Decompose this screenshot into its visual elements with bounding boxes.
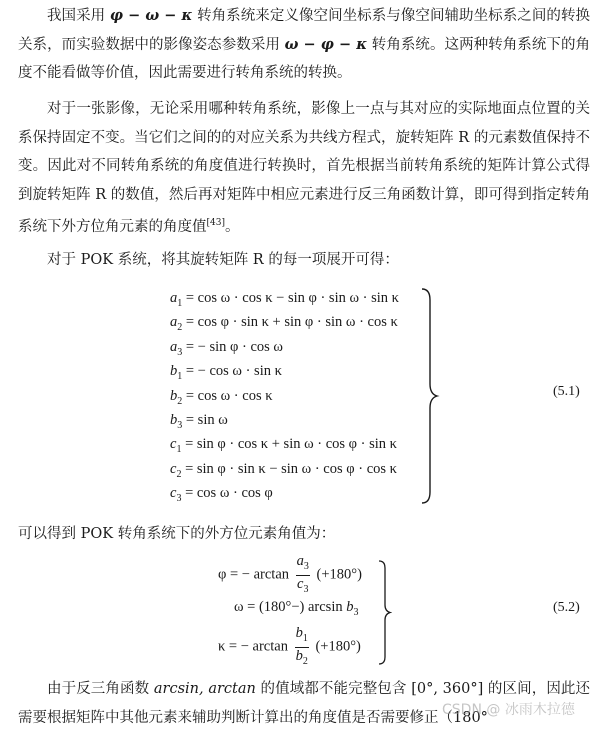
paragraph-1 [18, 2, 590, 88]
paragraph-2 [18, 95, 590, 242]
p4-text: 可以得到 POK 转角系统下的外方位元素角值为： [18, 526, 336, 542]
eq1-row: $c_1 = \sin \varphi \cdot \cos \kappa + \sin \omega \cdot \cos \varphi \cdot \sin \kappa$ [170, 436, 397, 456]
eq2-line-1: φ = − arctan $\frac{a_3}{c_3}$ (+180°) [218, 553, 362, 598]
eq1-row: $a_2 = \cos \varphi \cdot \sin \kappa + \sin \varphi \cdot \sin \omega \cdot \cos \kappa$ [170, 314, 398, 334]
eq1-row: $b_1$ = − cos ω · sin κ [170, 363, 282, 383]
eq1-row: $c_3 = \cos \omega \cdot \cos \varphi$ [170, 485, 273, 505]
fraction: $\frac{a_3}{c_3}$ [296, 553, 309, 595]
p2-text: 对于一张影像，无论采用哪种转角系统，影像上一点与其对应的实际地面点位置的关系保持固定不变。当它们之间的的对应关系为共线方程式，旋转矩阵 R 的元素数值保持不变。因此对不同转角系统的角度值进行转换时，首先根据当前转角系统的矩阵计算公式得到旋转矩阵 R 的数值，然后再对矩阵中相应元素进行反三角函数计算，即可得到指定转角系统下外方位角元素的角度值 [18, 101, 590, 235]
eq2-line-2: ω = (180°−) $\arcsin b_3$ [234, 599, 359, 618]
paragraph-4 [18, 520, 590, 549]
watermark: CSDN @ 冰雨木拉德 [442, 702, 575, 718]
p3-text: 对于 POK 系统，将其旋转矩阵 R 的每一项展开可得： [47, 252, 399, 268]
p1-system-2: ω − φ − κ [284, 35, 368, 53]
citation[interactable]: [43] [206, 218, 225, 228]
eq1-row: $c_2 = \sin \varphi \cdot \sin \kappa - \sin \omega \cdot \cos \varphi \cdot \cos \kappa$ [170, 460, 397, 480]
p1-text-c: 转角系统。这两种转角系统下的角度不能看做等价值，因此需要进行转角系统的转换。 [18, 36, 591, 81]
p1-system-1: φ − ω − κ [109, 7, 193, 24]
eq1-row: $a_1 = \cos \omega \cdot \cos \kappa - \sin \varphi \cdot \sin \omega \cdot \sin \kappa$ [170, 290, 399, 309]
p5-text-a: 由于反三角函数 [47, 681, 154, 697]
paragraph-3 [18, 246, 590, 275]
right-brace-icon [420, 288, 440, 504]
eq2-line-3: κ = − arctan $\frac{b_1}{b_2}$ (+180°) [218, 625, 361, 670]
p2-end: 。 [224, 219, 240, 235]
right-brace-icon [378, 560, 392, 665]
p5-text-b: 的值域都不能完整包含 [0°, 360°] 的区间，因此还需要根据矩阵中其他元素来辅助判断计算出的角度值是否需要修正（180° [18, 681, 591, 726]
fraction: $\frac{b_1}{b_2}$ [295, 625, 308, 667]
eq1-row: $b_3 = \sin \omega$ [170, 411, 228, 431]
p1-text-b: 转角系统来定义像空间坐标系与像空间辅助坐标系之间的转换关系，而实验数据中的影像姿态参数采用 [18, 8, 591, 53]
equation-5-1 [170, 286, 399, 506]
p1-text-a: 我国采用 [47, 8, 110, 24]
equation-number-5-1: (5.1) [553, 384, 580, 399]
p5-functions: arcsin, arctan [153, 681, 256, 697]
eq1-row: $a_3$ = − sin φ · cos ω [170, 338, 283, 358]
eq1-row: $b_2 = \cos \omega \cdot \cos \kappa$ [170, 387, 273, 407]
equation-number-5-2: (5.2) [553, 600, 580, 615]
